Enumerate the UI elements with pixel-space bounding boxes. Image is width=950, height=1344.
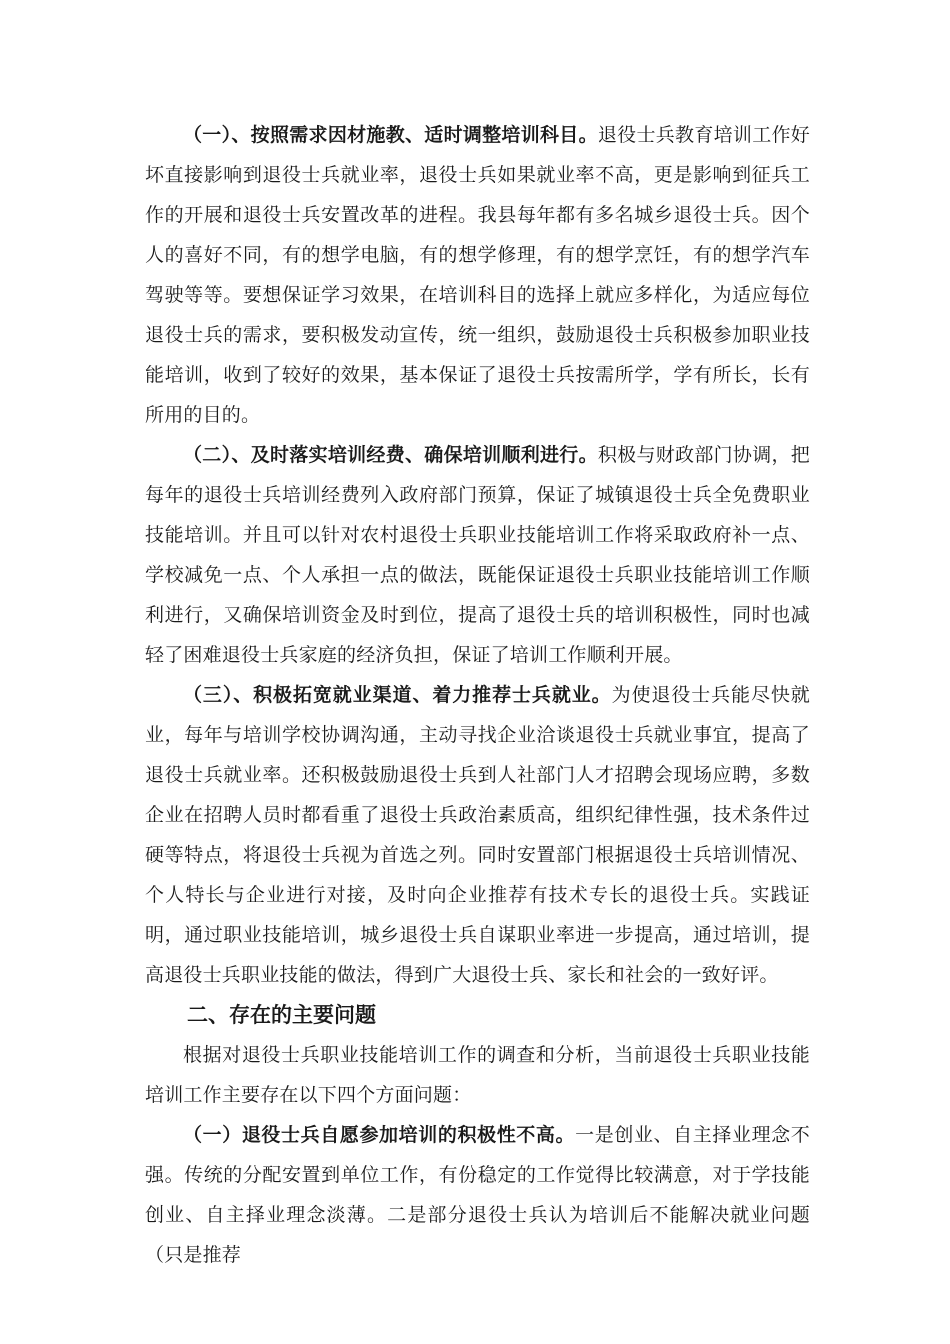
paragraph-body: 积极与财政部门协调，把每年的退役士兵培训经费列入政府部门预算，保证了城镇退役士兵全免费职业技能培训。并且可以针对农村退役士兵职业技能培训工作将采取政府补一点、学校减免一点、个人承担一点的做法，既能保证退役士兵职业技能培训工作顺利进行，又确保培训资金及时到位，提高了退役士兵的培训积极性，同时也减轻了困难退役士兵家庭的经济负担，保证了培训工作顺利开展。 [145,444,810,666]
paragraph-intro: 根据对退役士兵职业技能培训工作的调查和分析，当前退役士兵职业技能培训工作主要存在以下四个方面问题： [145,1044,810,1106]
paragraph-lead: （三）、积极拓宽就业渠道、着力推荐士兵就业。 [183,684,612,706]
paragraph-body: 一是创业、自主择业理念不强。传统的分配安置到单位工作，有份稳定的工作觉得比较满意，对于学技能创业、自主择业理念淡薄。二是部分退役士兵认为培训后不能解决就业问题（只是推荐 [145,1124,810,1266]
paragraph-body: 退役士兵教育培训工作好坏直接影响到退役士兵就业率，退役士兵如果就业率不高，更是影响到征兵工作的开展和退役士兵安置改革的进程。我县每年都有多名城乡退役士兵。因个人的喜好不同，有的想学电脑，有的想学修理，有的想学烹饪，有的想学汽车驾驶等等。要想保证学习效果，在培训科目的选择上就应多样化，为适应每位退役士兵的需求，要积极发动宣传，统一组织，鼓励退役士兵积极参加职业技能培训，收到了较好的效果，基本保证了退役士兵按需所学，学有所长，长有所用的目的。 [145,124,810,426]
paragraph-body: 为使退役士兵能尽快就业，每年与培训学校协调沟通，主动寻找企业洽谈退役士兵就业事宜，提高了退役士兵就业率。还积极鼓励退役士兵到人社部门人才招聘会现场应聘，多数企业在招聘人员时都看重了退役士兵政治素质高，组织纪律性强，技术条件过硬等特点，将退役士兵视为首选之列。同时安置部门根据退役士兵培训情况、个人特长与企业进行对接，及时向企业推荐有技术专长的退役士兵。实践证明，通过职业技能培训，城乡退役士兵自谋职业率进一步提高，通过培训，提高退役士兵职业技能的做法，得到广大退役士兵、家长和社会的一致好评。 [145,684,810,986]
section-heading: 二、存在的主要问题 [187,1003,376,1027]
paragraph-training-subjects [145,115,810,435]
paragraph-lead: （一）、按照需求因材施教、适时调整培训科目。 [183,124,598,146]
paragraph-problem-1 [145,1115,810,1275]
paragraph-employment-channels [145,675,810,995]
paragraph-training-funds [145,435,810,675]
paragraph-lead: （二）、及时落实培训经费、确保培训顺利进行。 [183,444,598,466]
paragraph-lead: （一）退役士兵自愿参加培训的积极性不高。 [183,1124,576,1146]
document-page [145,115,810,1275]
